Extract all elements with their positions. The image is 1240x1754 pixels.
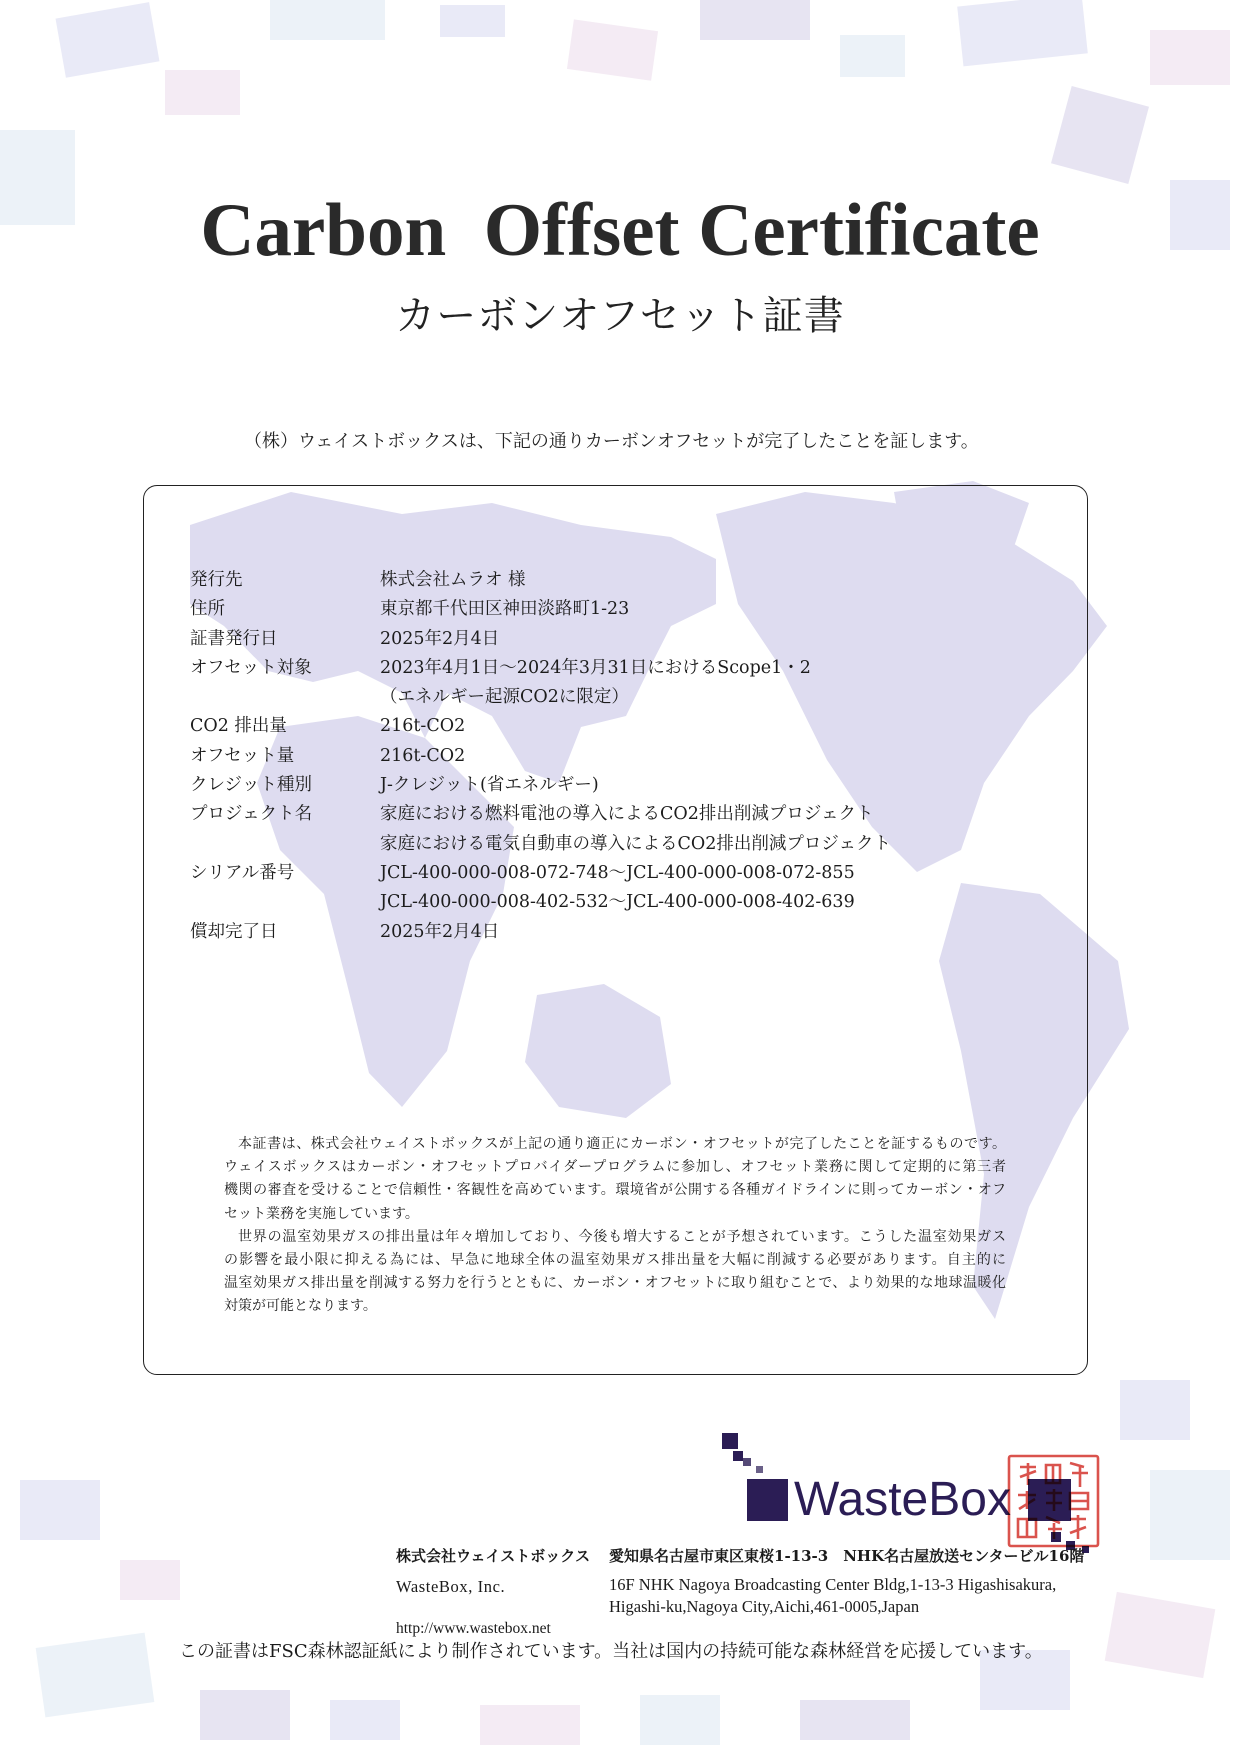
certificate-title: Carbon Offset Certificate	[200, 189, 1040, 272]
notes-paragraph-2	[224, 1226, 1006, 1319]
project-name-label: プロジェクト名	[190, 804, 313, 825]
offset-amount-value: 216t-CO2	[380, 745, 466, 766]
notes-block	[224, 1133, 1006, 1319]
label-spacer	[190, 683, 380, 712]
notes-line: 機関の審査を受けることで信頼性・客観性を高めています。環境省が公開する各種ガイドラインに則ってカーボン・オフ	[224, 1182, 1006, 1199]
issue-date-label: 証書発行日	[190, 628, 278, 649]
co2-emissions-label: CO2 排出量	[190, 716, 287, 737]
recipient-label: 発行先	[190, 570, 243, 590]
company-seal-icon	[1006, 1453, 1101, 1549]
details-table	[190, 566, 1050, 947]
credit-type-label: クレジット種別	[190, 775, 313, 796]
issuer-address-en-line-2: Higashi-ku,Nagoya City,Aichi,461-0005,Japan	[609, 1597, 920, 1616]
notes-line: 温室効果ガス排出量を削減する努力を行うとともに、カーボン・オフセットに取り組むことで、より効果的な地球温暖化	[224, 1275, 1006, 1292]
notes-line: ウェイスボックスはカーボン・オフセットプロバイダープログラムに参加し、オフセット業務に関して定期的に第三者	[224, 1159, 1006, 1176]
notes-line: 本証書は、株式会社ウェイストボックスが上記の通り適正にカーボン・オフセットが完了したことを証するものです。	[238, 1136, 1006, 1152]
issuer-name-ja: 株式会社ウェイストボックス	[396, 1547, 591, 1565]
serial-number-label: シリアル番号	[190, 862, 295, 883]
notes-line: 対策が可能となります。	[224, 1298, 377, 1315]
offset-scope-label: オフセット対象	[190, 657, 312, 678]
logo-wordmark: WasteBox	[794, 1473, 1011, 1526]
offset-amount-label: オフセット量	[190, 745, 295, 766]
recipient-value: 株式会社ムラオ 様	[380, 570, 526, 590]
notes-line: 世界の温室効果ガスの排出量は年々増加しており、今後も増大することが予想されています。こうした温室効果ガス	[238, 1228, 1006, 1245]
address-value: 東京都千代田区神田淡路町1-23	[380, 599, 630, 620]
serial-number-range-1: JCL-400-000-008-072-748～JCL-400-000-008-072-855	[380, 862, 855, 883]
project-name-value-2: 家庭における電気自動車の導入によるCO2排出削減プロジェクト	[380, 833, 892, 854]
logo-square	[743, 1458, 751, 1466]
project-name-value-1: 家庭における燃料電池の導入によるCO2排出削減プロジェクト	[380, 804, 874, 825]
label-spacer	[190, 888, 380, 917]
certificate-subtitle: カーボンオフセット証書	[395, 293, 845, 339]
co2-emissions-value: 216t-CO2	[380, 716, 466, 737]
fsc-paper-note: この証書はFSC森林認証紙により制作されています。当社は国内の持続可能な森林経営を応援しています。	[179, 1641, 1043, 1662]
retirement-date-value: 2025年2月4日	[380, 921, 500, 942]
certification-statement: （株）ウェイストボックスは、下記の通りカーボンオフセットが完了したことを証します。	[244, 431, 979, 452]
issuer-website: http://www.wastebox.net	[396, 1620, 551, 1637]
issuer-address-en-line-1: 16F NHK Nagoya Broadcasting Center Bldg,1-13-3 Higashisakura,	[609, 1575, 1057, 1594]
issuer-address-ja: 愛知県名古屋市東区東桜1-13-3 NHK名古屋放送センタービル16階	[609, 1547, 1085, 1565]
logo-square	[722, 1433, 738, 1449]
offset-scope-note: （エネルギー起源CO2に限定）	[380, 687, 629, 708]
label-spacer	[190, 830, 380, 859]
retirement-date-label: 償却完了日	[190, 921, 278, 942]
logo-square	[756, 1466, 763, 1473]
logo-square	[747, 1479, 788, 1521]
credit-type-value: J-クレジット(省エネルギー)	[380, 775, 599, 796]
offset-scope-value: 2023年4月1日～2024年3月31日におけるScope1・2	[380, 657, 811, 678]
notes-line: セット業務を実施しています。	[224, 1205, 419, 1222]
logo-square	[733, 1451, 743, 1461]
notes-paragraph-1	[224, 1133, 1006, 1226]
serial-number-range-2: JCL-400-000-008-402-532～JCL-400-000-008-402-639	[380, 892, 855, 913]
notes-line: の影響を最小限に抑える為には、早急に地球全体の温室効果ガス排出量を大幅に削減する必要があります。自主的に	[224, 1251, 1006, 1268]
issuer-name-en: WasteBox, Inc.	[396, 1577, 506, 1596]
address-label: 住所	[190, 599, 225, 620]
issue-date-value: 2025年2月4日	[380, 628, 500, 649]
